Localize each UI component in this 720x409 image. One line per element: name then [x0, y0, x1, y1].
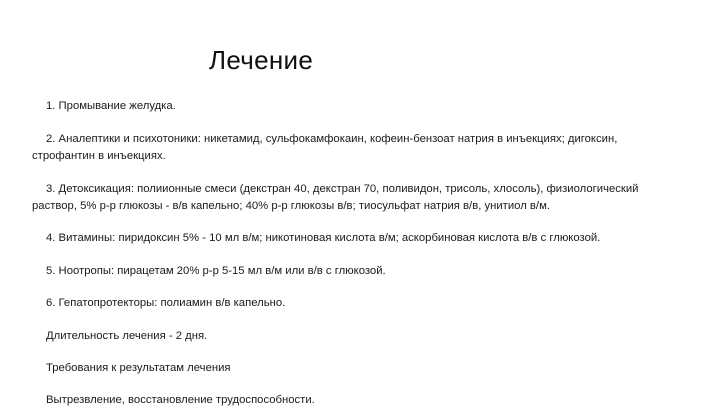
list-item	[32, 98, 682, 115]
list-item	[32, 295, 682, 312]
requirements-text-content: Вытрезвление, восстановление трудоспособности.	[46, 394, 315, 406]
duration-text-content: Длительность лечения - 2 дня.	[46, 330, 208, 342]
list-item-text: 4. Витамины: пиридоксин 5% - 10 мл в/м; никотиновая кислота в/м; аскорбиновая кислота в/в с глюкозой.	[46, 232, 601, 244]
list-item-text: 6. Гепатопротекторы: полиамин в/в капельно.	[46, 297, 286, 309]
list-item	[32, 181, 682, 215]
requirements-text	[32, 392, 682, 409]
list-item-text: 5. Ноотропы: пирацетам 20% р-р 5-15 мл в/м или в/в с глюкозой.	[46, 265, 386, 277]
list-item	[32, 131, 682, 165]
list-item	[32, 263, 682, 280]
list-item-text: 1. Промывание желудка.	[46, 100, 176, 112]
requirements-heading-text: Требования к результатам лечения	[46, 362, 231, 374]
list-item-text: 3. Детоксикация: полиионные смеси (декстран 40, декстран 70, поливидон, трисоль, хлосоль), физиологический раствор, 5% р-р глюкозы - в/в капельно; 40% р-р глюкозы в/в; тиосульфат натрия в/в, унитиол в/м.	[32, 183, 639, 212]
requirements-heading	[32, 360, 682, 377]
list-item-text: 2. Аналептики и психотоники: никетамид, сульфокамфокаин, кофеин-бензоат натрия в инъекциях; дигоксин, строфантин в инъекциях.	[32, 133, 618, 162]
list-item	[32, 230, 682, 247]
slide-title: Лечение	[209, 45, 314, 75]
duration-text	[32, 328, 682, 345]
